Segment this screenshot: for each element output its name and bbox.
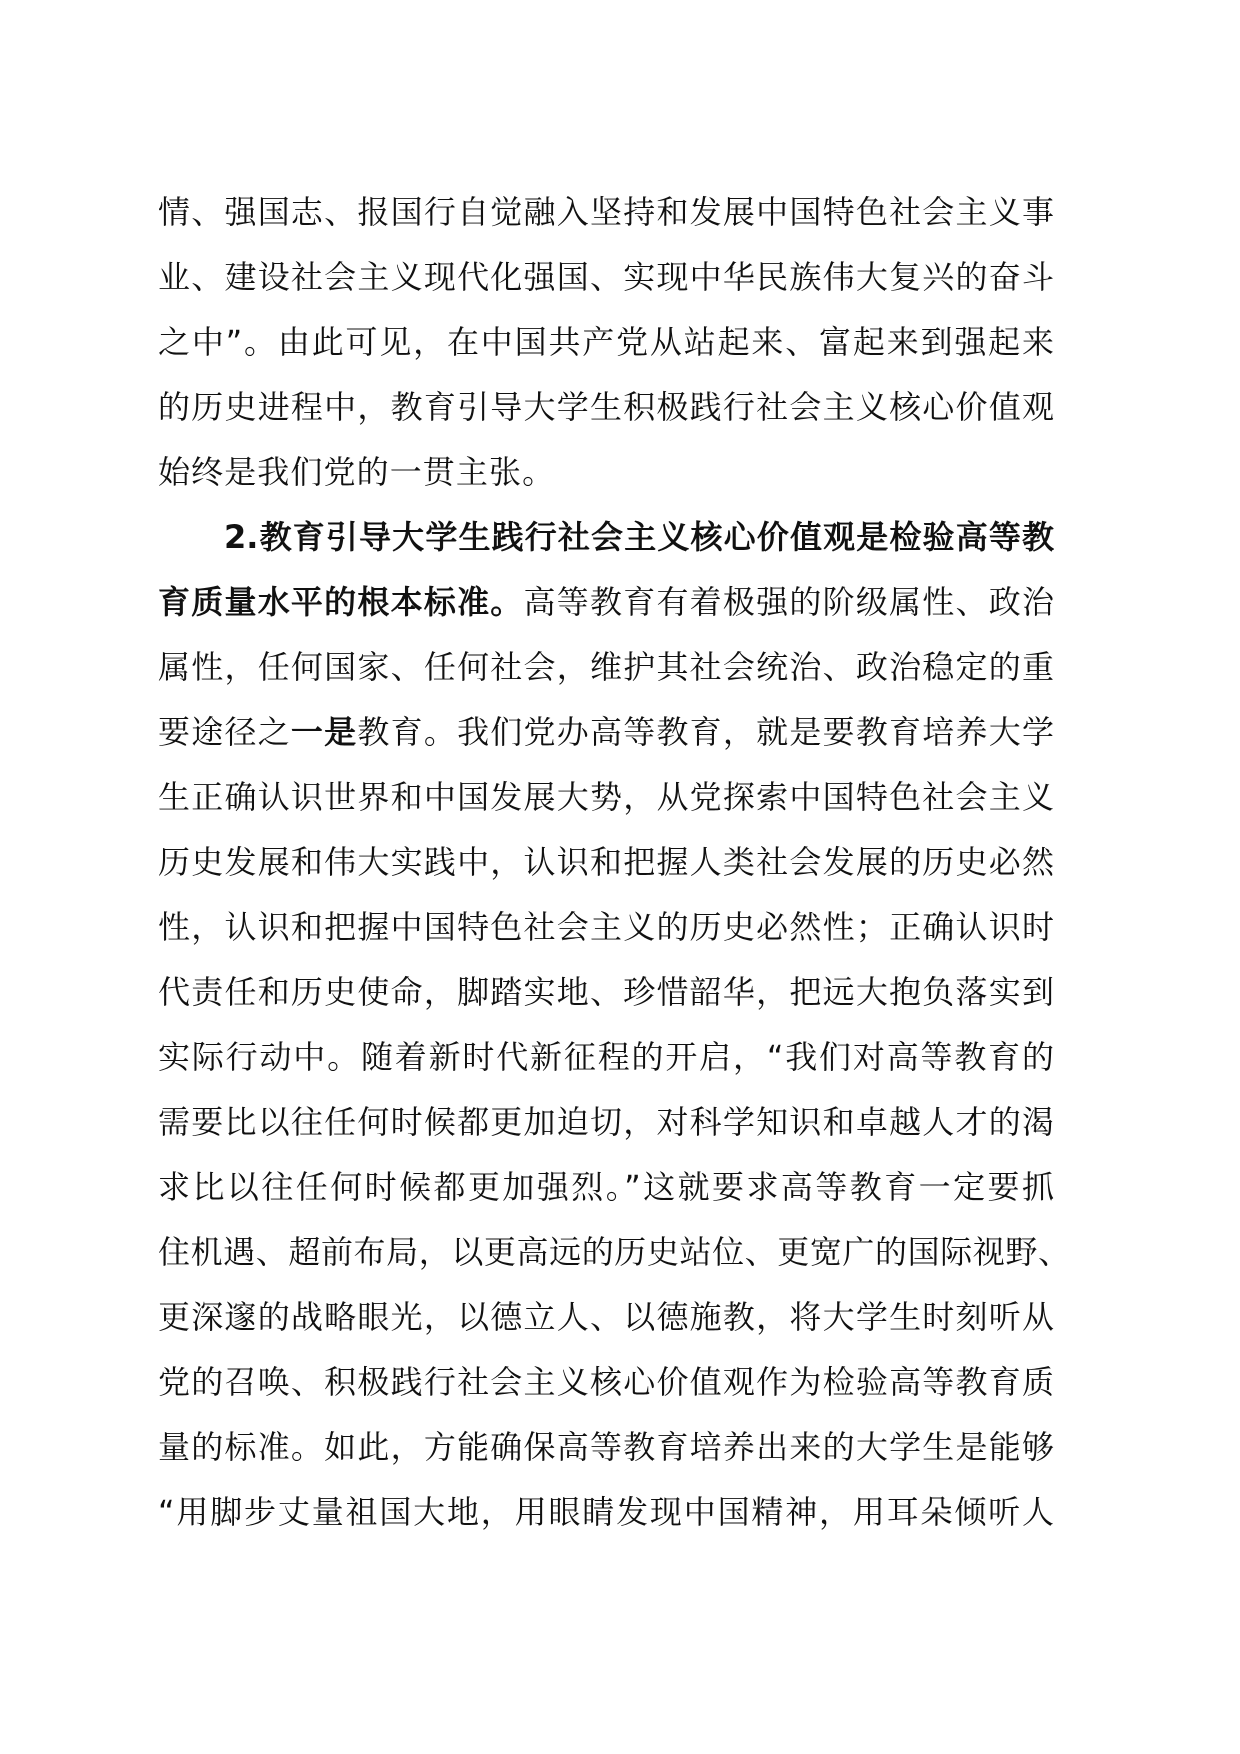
text-line [158,1415,1054,1480]
text-span: 历史发展和伟大实践中，认识和把握人类社会发展的历史必然 [158,843,1054,881]
text-span: 教育。我们党办高等教育，就是要教育培养大学 [357,713,1054,751]
text-span: 需要比以往任何时候都更加迫切，对科学知识和卓越人才的渴 [158,1103,1054,1141]
text-span: 高等教育有着极强的阶级属性、政治 [523,583,1054,621]
text-span: 属性，任何国家、任何社会，维护其社会统治、政治稳定的重 [158,648,1054,686]
bold-text: 一是 [290,713,358,751]
bold-text: 2.教育引导大学生践行社会主义核心价值观是检验高等教 [224,518,1054,556]
text-line [158,1025,1054,1090]
text-span: 求比以往任何时候都更加强烈。”这就要求高等教育一定要抓 [158,1168,1054,1206]
text-line [158,1350,1054,1415]
text-span: 始终是我们党的一贯主张。 [158,453,556,491]
text-line [158,700,1054,765]
bold-text: 育质量水平的根本标准。 [158,583,524,621]
text-span: 更深邃的战略眼光，以德立人、以德施教，将大学生时刻听从 [158,1298,1054,1336]
section-heading-line [158,505,1054,570]
text-line [158,310,1054,375]
text-line [158,830,1054,895]
text-line [158,635,1054,700]
text-line [158,895,1054,960]
text-span: 情、强国志、报国行自觉融入坚持和发展中国特色社会主义事 [158,193,1054,231]
text-line [158,1480,1054,1545]
text-line [158,1285,1054,1350]
text-line [158,570,1054,635]
text-span: 要途径之 [158,713,291,751]
text-line [158,180,1054,245]
text-line [158,1090,1054,1155]
text-line [158,765,1054,830]
text-span: 实际行动中。随着新时代新征程的开启，“我们对高等教育的 [158,1038,1054,1076]
body-text [158,180,1070,1545]
text-line [158,1220,1070,1285]
text-span: 量的标准。如此，方能确保高等教育培养出来的大学生是能够 [158,1428,1054,1466]
text-line [158,245,1054,310]
text-span: 生正确认识世界和中国发展大势，从党探索中国特色社会主义 [158,778,1054,816]
text-span: 住机遇、超前布局，以更高远的历史站位、更宽广的国际视野、 [158,1233,1070,1271]
text-span: 党的召唤、积极践行社会主义核心价值观作为检验高等教育质 [158,1363,1054,1401]
text-line [158,440,1054,505]
text-span: 之中”。由此可见，在中国共产党从站起来、富起来到强起来 [158,323,1054,361]
text-line [158,1155,1054,1220]
text-span: 性，认识和把握中国特色社会主义的历史必然性；正确认识时 [158,908,1054,946]
text-line [158,960,1054,1025]
text-span: 业、建设社会主义现代化强国、实现中华民族伟大复兴的奋斗 [158,258,1054,296]
text-span: 代责任和历史使命，脚踏实地、珍惜韶华，把远大抱负落实到 [158,973,1054,1011]
text-line [158,375,1054,440]
text-span: “用脚步丈量祖国大地，用眼睛发现中国精神，用耳朵倾听人 [158,1493,1054,1531]
text-span: 的历史进程中，教育引导大学生积极践行社会主义核心价值观 [158,388,1054,426]
